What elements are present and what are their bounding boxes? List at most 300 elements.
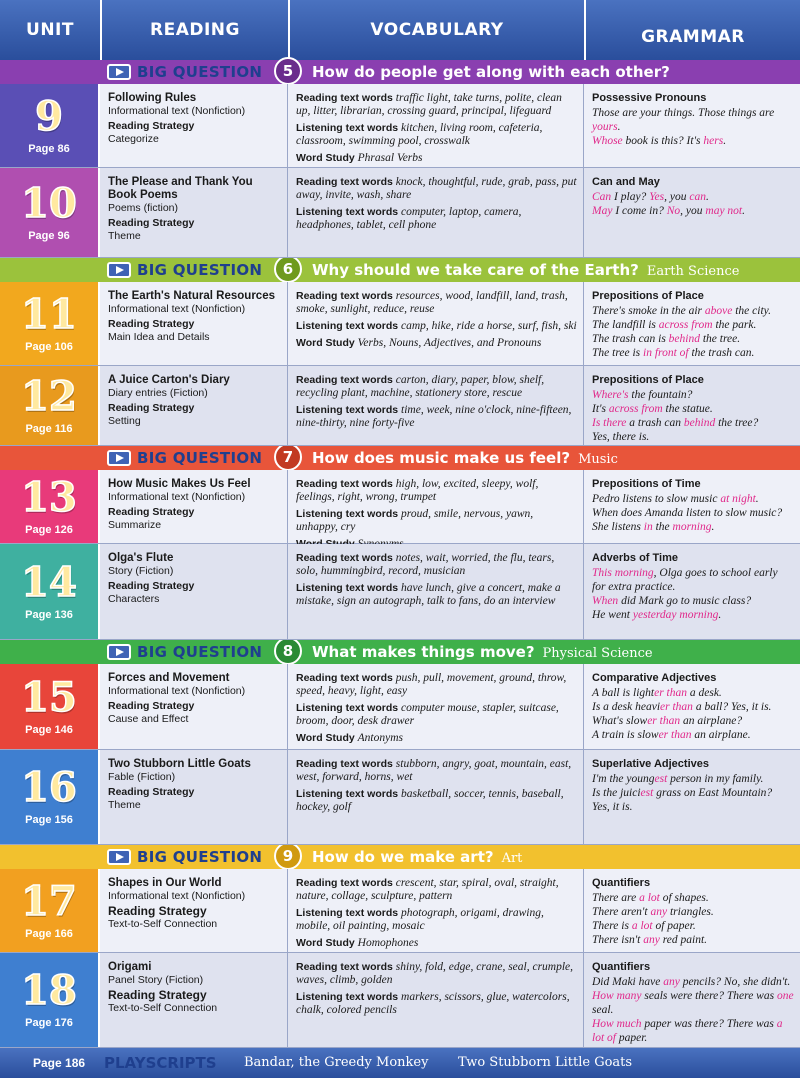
- grammar-highlight: How many: [592, 990, 642, 1002]
- vocab-line: [296, 758, 577, 784]
- reading-strategy-label: Reading Strategy: [108, 217, 195, 229]
- grammar-text: the tree?: [715, 417, 759, 429]
- vocab-line: [296, 337, 577, 350]
- unit-row: [0, 470, 800, 544]
- vocab-label: Word Study: [296, 152, 355, 164]
- vocab-label: Reading text words: [296, 374, 393, 386]
- reading-genre: Story (Fiction): [108, 565, 174, 577]
- big-question-question: How do people get along with each other?: [312, 63, 670, 81]
- vocab-label: Listening text words: [296, 788, 399, 800]
- vocab-words: time, week, nine o'clock, nine-fifteen, nine-thirty, nine forty-five: [296, 404, 572, 429]
- reading-strategy-label: Reading Strategy: [108, 506, 195, 518]
- grammar-text: a trash can: [626, 417, 684, 429]
- grammar-highlight: This morning: [592, 567, 654, 579]
- grammar-example: [592, 686, 794, 700]
- vocab-label: Reading text words: [296, 552, 393, 564]
- big-question-number: 7: [274, 443, 302, 471]
- grammar-text: Is a desk heavi: [592, 701, 661, 713]
- grammar-text: seals were there? There was: [641, 990, 777, 1002]
- vocab-words: Phrasal Verbs: [357, 152, 423, 164]
- grammar-title: Adverbs of Time: [592, 552, 678, 564]
- big-question-text: [312, 261, 739, 279]
- unit-number: 14: [21, 558, 77, 606]
- unit-cell: [0, 664, 100, 749]
- grammar-cell: [584, 168, 800, 257]
- grammar-title: Can and May: [592, 176, 660, 188]
- reading-strategy: Summarize: [108, 519, 162, 531]
- reading-title: The Earth's Natural Resources: [108, 290, 275, 302]
- grammar-text: Did Maki have: [592, 976, 664, 988]
- vocab-line: [296, 176, 577, 202]
- vocab-words: notes, wait, worried, the flu, tears, solo, hummingbird, record, musician: [296, 552, 555, 577]
- vocab-words: camp, hike, ride a horse, surf, fish, ski: [401, 320, 577, 332]
- big-question-label: BIG QUESTION: [137, 848, 263, 866]
- grammar-example: [592, 989, 794, 1017]
- grammar-example: [592, 402, 794, 416]
- vocab-label: Listening text words: [296, 404, 399, 416]
- grammar-cell: [584, 953, 800, 1047]
- unit-cell: [0, 366, 100, 445]
- reading-cell: [100, 168, 288, 257]
- grammar-text: Pedro listens to slow music: [592, 493, 721, 505]
- grammar-text: of paper.: [652, 920, 696, 932]
- grammar-highlight: across from: [608, 403, 663, 415]
- grammar-text: , you: [680, 205, 706, 217]
- grammar-title: Quantifiers: [592, 877, 651, 889]
- grammar-text: It's: [592, 403, 609, 415]
- grammar-highlight: any: [643, 934, 660, 946]
- big-question-subject: Music: [578, 452, 618, 467]
- vocab-label: Reading text words: [296, 961, 393, 973]
- grammar-highlight: any: [650, 906, 668, 918]
- big-question-number: 9: [274, 842, 302, 870]
- vocab-label: Listening text words: [296, 991, 399, 1003]
- reading-cell: [100, 664, 288, 749]
- unit-row: [0, 544, 800, 640]
- vocab-line: [296, 478, 577, 504]
- grammar-highlight: in front of: [643, 347, 689, 359]
- vocab-words: proud, smile, nervous, yawn, unhappy, cry: [296, 508, 534, 533]
- vocab-words: markers, scissors, glue, watercolors, chalk, colored pencils: [296, 991, 570, 1016]
- vocab-words: push, pull, movement, ground, throw, speed, heavy, light, easy: [296, 672, 567, 697]
- vocab-line: [296, 961, 577, 987]
- grammar-text: , you: [664, 191, 690, 203]
- grammar-example: [592, 304, 794, 318]
- grammar-text: book is this? It's: [622, 135, 704, 147]
- vocab-label: Reading text words: [296, 758, 393, 770]
- reading-strategy-label: Reading Strategy: [108, 318, 195, 330]
- grammar-highlight: may not: [705, 205, 743, 217]
- grammar-text: the tree.: [699, 333, 741, 345]
- unit-page: Page 126: [25, 523, 73, 536]
- reading-strategy: Main Idea and Details: [108, 331, 210, 343]
- grammar-example: [592, 933, 794, 947]
- unit-cell: [0, 953, 100, 1047]
- big-question-text: [312, 63, 670, 81]
- grammar-highlight: hers: [703, 135, 724, 147]
- vocab-line: [296, 877, 577, 903]
- unit-page: Page 116: [25, 422, 73, 435]
- vocabulary-cell: [288, 282, 584, 365]
- grammar-highlight: Yes: [649, 191, 665, 203]
- vocabulary-cell: [288, 664, 584, 749]
- reading-title: Two Stubborn Little Goats: [108, 758, 251, 770]
- grammar-example: [592, 190, 794, 204]
- vocab-line: [296, 508, 577, 534]
- grammar-highlight: one: [776, 990, 794, 1002]
- grammar-highlight: Can: [592, 191, 612, 203]
- vocabulary-cell: [288, 544, 584, 639]
- grammar-text: There aren't: [592, 906, 651, 918]
- reading-cell: [100, 282, 288, 365]
- vocab-line: [296, 937, 577, 950]
- big-question-question: How does music make us feel?: [312, 449, 571, 467]
- grammar-text: Those are your things. Those things are: [592, 107, 775, 119]
- vocab-line: [296, 404, 577, 430]
- grammar-text: What's slow: [592, 715, 648, 727]
- vocab-line: [296, 290, 577, 316]
- unit-number: 12: [21, 372, 77, 420]
- grammar-highlight: any: [663, 976, 680, 988]
- vocab-words: photograph, origami, drawing, mobile, oil painting, mosaic: [296, 907, 544, 932]
- grammar-example: [592, 134, 794, 148]
- unit-number: 13: [21, 473, 77, 521]
- vocab-label: Word Study: [296, 937, 355, 949]
- reading-cell: [100, 84, 288, 167]
- unit-cell: [0, 544, 100, 639]
- reading-strategy-label: Reading Strategy: [108, 700, 195, 712]
- reading-title: Olga's Flute: [108, 552, 174, 564]
- unit-cell: [0, 282, 100, 365]
- vocab-words: computer, laptop, camera, headphones, tablet, cell phone: [296, 206, 522, 231]
- big-question-number: 5: [274, 57, 302, 85]
- grammar-cell: [584, 366, 800, 445]
- vocab-line: [296, 907, 577, 933]
- grammar-highlight: er than: [660, 701, 693, 713]
- vocab-label: Reading text words: [296, 672, 393, 684]
- grammar-text: .: [723, 135, 727, 147]
- vocab-words: high, low, excited, sleepy, wolf, feelings, right, wrong, trumpet: [296, 478, 539, 503]
- grammar-text: seal.: [592, 1004, 614, 1016]
- grammar-highlight: er than: [658, 729, 692, 741]
- reading-genre: Informational text (Nonfiction): [108, 105, 246, 117]
- grammar-highlight: a lot: [631, 920, 653, 932]
- grammar-text: .: [705, 191, 709, 203]
- grammar-text: paper.: [615, 1032, 648, 1044]
- grammar-highlight: across from: [658, 319, 713, 331]
- vocab-label: Reading text words: [296, 290, 393, 302]
- grammar-text: did Mark go to music class?: [618, 595, 752, 607]
- big-question-label: BIG QUESTION: [137, 643, 263, 661]
- grammar-text: There isn't: [592, 934, 644, 946]
- vocab-line: [296, 991, 577, 1017]
- vocab-label: Listening text words: [296, 582, 399, 594]
- grammar-text: Yes, it is.: [592, 801, 633, 813]
- table-header: [0, 0, 800, 60]
- grammar-highlight: morning: [672, 521, 712, 533]
- grammar-text: the statue.: [662, 403, 713, 415]
- grammar-highlight: est: [640, 787, 654, 799]
- grammar-text: He went: [592, 609, 633, 621]
- grammar-example: [592, 332, 794, 346]
- grammar-text: pencils? No, she didn't.: [679, 976, 791, 988]
- big-question-subject: Art: [501, 851, 523, 866]
- grammar-cell: [584, 750, 800, 844]
- grammar-highlight: behind: [683, 417, 716, 429]
- unit-number: 11: [21, 290, 77, 338]
- grammar-text: She listens: [592, 521, 644, 533]
- footer-title: PLAYSCRIPTS: [104, 1054, 217, 1072]
- reading-genre: Panel Story (Fiction): [108, 974, 204, 986]
- reading-genre: Diary entries (Fiction): [108, 387, 208, 399]
- grammar-text: Is the juici: [592, 787, 641, 799]
- reading-title: Origami: [108, 961, 152, 973]
- grammar-example: [592, 430, 794, 444]
- reading-cell: [100, 470, 288, 543]
- vocabulary-cell: [288, 366, 584, 445]
- grammar-text: an airplane.: [691, 729, 751, 741]
- unit-page: Page 176: [25, 1017, 73, 1029]
- grammar-text: grass on East Mountain?: [653, 787, 773, 799]
- big-question-label: BIG QUESTION: [137, 63, 263, 81]
- grammar-highlight: in: [643, 521, 653, 533]
- grammar-highlight: When: [592, 595, 619, 607]
- vocabulary-cell: [288, 470, 584, 543]
- grammar-text: A train is slow: [592, 729, 659, 741]
- reading-title: A Juice Carton's Diary: [108, 374, 230, 386]
- big-question-band: [0, 60, 800, 84]
- unit-number: 17: [21, 877, 77, 925]
- vocab-line: [296, 732, 577, 745]
- reading-strategy: Cause and Effect: [108, 713, 189, 725]
- grammar-text: Yes, there is.: [592, 431, 650, 443]
- footer-play-1: Bandar, the Greedy Monkey: [244, 1055, 429, 1070]
- vocab-words: carton, diary, paper, blow, shelf, recycling plant, machine, stationery store, rescue: [296, 374, 545, 399]
- vocab-words: computer mouse, stapler, suitcase, broom, door, desk drawer: [296, 702, 559, 727]
- unit-page: Page 136: [25, 608, 73, 621]
- big-question-text: [312, 449, 618, 467]
- grammar-text: I come in?: [612, 205, 667, 217]
- reading-strategy: Characters: [108, 593, 160, 605]
- grammar-example: [592, 594, 794, 608]
- grammar-text: When does Amanda listen to slow music?: [592, 507, 783, 519]
- reading-title: The Please and Thank You Book Poems: [108, 176, 253, 201]
- grammar-highlight: behind: [668, 333, 700, 345]
- grammar-example: [592, 506, 794, 520]
- vocabulary-cell: [288, 953, 584, 1047]
- grammar-title: Superlative Adjectives: [592, 758, 709, 770]
- grammar-example: [592, 566, 794, 580]
- unit-cell: [0, 84, 100, 167]
- grammar-title: Comparative Adjectives: [592, 672, 717, 684]
- unit-row: [0, 366, 800, 446]
- reading-title: Shapes in Our World: [108, 877, 222, 889]
- big-question-text: [312, 643, 653, 661]
- grammar-text: the fountain?: [628, 389, 693, 401]
- vocab-words: basketball, soccer, tennis, baseball, hockey, golf: [296, 788, 564, 813]
- vocab-line: [296, 788, 577, 814]
- big-question-band: [0, 640, 800, 664]
- reading-title: Forces and Movement: [108, 672, 230, 684]
- grammar-example: [592, 905, 794, 919]
- playscripts-footer: [0, 1048, 800, 1078]
- grammar-text: .: [617, 121, 621, 133]
- unit-page: Page 156: [25, 814, 73, 826]
- vocab-label: Listening text words: [296, 702, 399, 714]
- vocab-label: Reading text words: [296, 92, 393, 104]
- reading-genre: Informational text (Nonfiction): [108, 491, 246, 503]
- grammar-text: I play?: [611, 191, 650, 203]
- reading-strategy: Setting: [108, 415, 141, 427]
- grammar-title: Prepositions of Place: [592, 290, 704, 302]
- vocabulary-cell: [288, 168, 584, 257]
- unit-number: 9: [35, 92, 63, 140]
- grammar-highlight: How much: [592, 1018, 642, 1030]
- vocab-words: traffic light, take turns, polite, clean up, litter, librarian, crossing guard, principal, lifeguard: [296, 92, 562, 117]
- grammar-text: The landfill is: [592, 319, 659, 331]
- unit-cell: [0, 869, 100, 952]
- grammar-highlight: at night: [720, 493, 756, 505]
- vocab-words: stubborn, angry, goat, mountain, east, west, forward, horns, wet: [296, 758, 572, 783]
- grammar-highlight: er than: [654, 687, 687, 699]
- unit-cell: [0, 470, 100, 543]
- grammar-text: an airplane?: [680, 715, 743, 727]
- vocab-label: Listening text words: [296, 320, 399, 332]
- big-question-band: [0, 446, 800, 470]
- unit-row: [0, 282, 800, 366]
- grammar-text: the city.: [732, 305, 771, 317]
- play-icon: [107, 450, 131, 466]
- unit-number: 10: [21, 179, 77, 227]
- grammar-text: the trash can.: [688, 347, 755, 359]
- big-question-number: 8: [274, 637, 302, 665]
- reading-strategy: Text-to-Self Connection: [108, 918, 218, 930]
- vocab-line: [296, 582, 577, 608]
- big-question-subject: Earth Science: [646, 264, 740, 279]
- vocab-line: [296, 92, 577, 118]
- grammar-text: of shapes.: [659, 892, 709, 904]
- grammar-text: red paint.: [659, 934, 708, 946]
- grammar-text: for extra practice.: [592, 581, 676, 593]
- grammar-example: [592, 204, 794, 218]
- header-grammar: GRAMMAR: [584, 0, 800, 60]
- grammar-text: There is: [592, 920, 632, 932]
- vocab-line: [296, 374, 577, 400]
- big-question-question: How do we make art?: [312, 848, 494, 866]
- grammar-text: the park.: [712, 319, 757, 331]
- unit-row: [0, 168, 800, 258]
- grammar-highlight: a lot: [639, 892, 660, 904]
- grammar-text: The tree is: [592, 347, 643, 359]
- grammar-text: .: [711, 521, 715, 533]
- reading-genre: Informational text (Nonfiction): [108, 303, 246, 315]
- grammar-cell: [584, 544, 800, 639]
- grammar-example: [592, 786, 794, 800]
- grammar-example: [592, 346, 794, 360]
- grammar-example: [592, 580, 794, 594]
- grammar-cell: [584, 470, 800, 543]
- grammar-example: [592, 800, 794, 814]
- reading-genre: Poems (fiction): [108, 202, 179, 214]
- grammar-title: Possessive Pronouns: [592, 92, 707, 104]
- grammar-example: [592, 728, 794, 742]
- vocab-label: Listening text words: [296, 508, 399, 520]
- grammar-highlight: er than: [647, 715, 681, 727]
- big-question-question: What makes things move?: [312, 643, 535, 661]
- reading-strategy-label: Reading Strategy: [108, 402, 195, 414]
- vocab-words: Antonyms: [357, 732, 404, 744]
- reading-cell: [100, 953, 288, 1047]
- vocab-label: Word Study: [296, 337, 355, 349]
- unit-row: [0, 869, 800, 953]
- grammar-highlight: Whose: [592, 135, 623, 147]
- reading-strategy-label: Reading Strategy: [108, 904, 207, 918]
- reading-genre: Fable (Fiction): [108, 771, 176, 783]
- footer-page: Page 186: [33, 1056, 86, 1070]
- big-question-text: [312, 848, 522, 866]
- unit-page: Page 86: [28, 142, 70, 155]
- vocab-words: knock, thoughtful, rude, grab, pass, put away, invite, wash, share: [296, 176, 577, 201]
- grammar-text: .: [718, 609, 722, 621]
- grammar-highlight: a lot of: [592, 1018, 783, 1044]
- grammar-text: The trash can is: [592, 333, 669, 345]
- footer-play-2: Two Stubborn Little Goats: [458, 1055, 633, 1070]
- grammar-text: a desk.: [687, 687, 722, 699]
- vocabulary-cell: [288, 84, 584, 167]
- grammar-title: Quantifiers: [592, 961, 651, 973]
- reading-genre: Informational text (Nonfiction): [108, 890, 246, 902]
- grammar-example: [592, 919, 794, 933]
- grammar-text: I'm the young: [592, 773, 655, 785]
- grammar-example: [592, 891, 794, 905]
- grammar-example: [592, 608, 794, 622]
- reading-strategy-label: Reading Strategy: [108, 580, 195, 592]
- big-question-subject: Physical Science: [542, 646, 653, 661]
- big-question-label: BIG QUESTION: [137, 449, 263, 467]
- reading-strategy: Theme: [108, 230, 141, 242]
- big-question-band: [0, 845, 800, 869]
- grammar-text: There's smoke in the air: [592, 305, 705, 317]
- reading-title: Following Rules: [108, 92, 197, 104]
- grammar-highlight: No: [666, 205, 681, 217]
- grammar-text: a ball? Yes, it is.: [692, 701, 772, 713]
- unit-page: Page 106: [25, 340, 73, 353]
- grammar-example: [592, 416, 794, 430]
- unit-page: Page 146: [25, 723, 73, 736]
- vocab-line: [296, 702, 577, 728]
- vocab-label: Listening text words: [296, 907, 399, 919]
- big-question-label: BIG QUESTION: [137, 261, 263, 279]
- grammar-example: [592, 388, 794, 402]
- unit-row: [0, 953, 800, 1048]
- grammar-text: There are: [592, 892, 640, 904]
- reading-strategy: Categorize: [108, 133, 159, 145]
- grammar-text: person in my family.: [667, 773, 764, 785]
- grammar-text: triangles.: [667, 906, 714, 918]
- reading-genre: Informational text (Nonfiction): [108, 685, 246, 697]
- grammar-cell: [584, 84, 800, 167]
- reading-strategy: Text-to-Self Connection: [108, 1002, 218, 1014]
- grammar-title: Prepositions of Time: [592, 478, 701, 490]
- vocab-label: Word Study: [296, 732, 355, 744]
- grammar-example: [592, 772, 794, 786]
- reading-cell: [100, 869, 288, 952]
- header-reading: READING: [100, 0, 288, 60]
- unit-row: [0, 84, 800, 168]
- grammar-text: .: [755, 493, 759, 505]
- unit-number: 15: [21, 673, 77, 721]
- vocab-line: [296, 152, 577, 165]
